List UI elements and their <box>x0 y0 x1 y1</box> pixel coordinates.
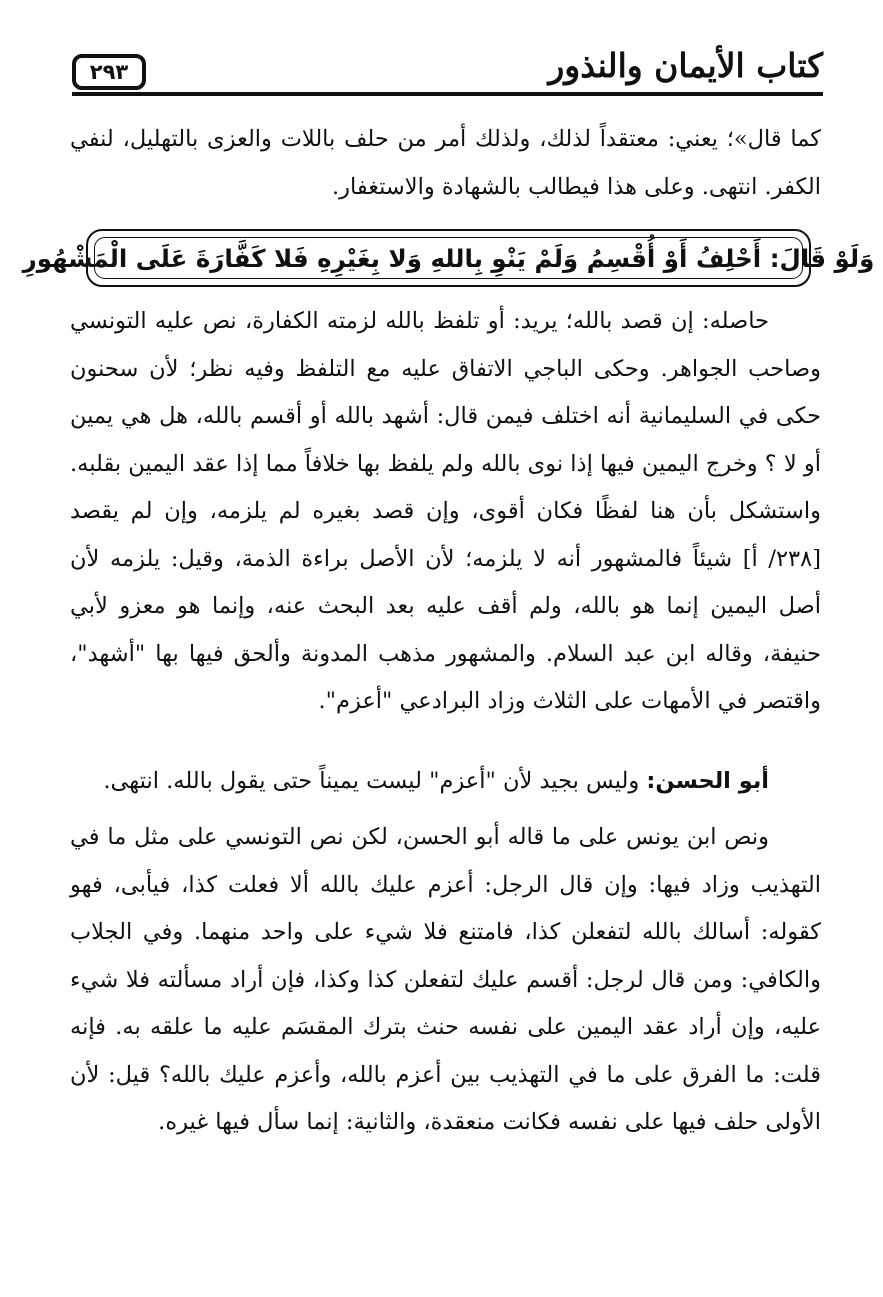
page-number-box <box>72 54 146 90</box>
paragraph-4-text: ونص ابن يونس على ما قاله أبو الحسن، لكن نص التونسي على مثل ما في التهذيب وزاد فيها: وإن قال الرجل: أعزم عليك بالله ألا فعلت كذا، فيأبى، فهو كقوله: أسالك بالله لتفعلن كذا، فامتنع فلا شيء على واحد منهما. وفي الجلاب والكافي: ومن قال لرجل: أقسم عليك لتفعلن كذا وكذا، فإن أراد مسألته فلا شيء عليه، وإن أراد عقد اليمين على نفسه حنث بترك المقسَم عليه ما علقه به. فإنه قلت: ما الفرق على ما في التهذيب بين أعزم بالله، وأعزم عليك بالله؟ قيل: لأن الأولى حلف فيها على نفسه فكانت منعقدة، والثانية: إنما سأل فيها غيره. <box>70 824 821 1135</box>
paragraph-3-text <box>70 758 821 806</box>
paragraph-2-text: حاصله: إن قصد بالله؛ يريد: أو تلفظ بالله لزمته الكفارة، نص عليه التونسي وصاحب الجواهر. وحكى الباجي الاتفاق عليه مع التلفظ وفيه نظر؛ لأن سحنون حكى في السليمانية أنه اختلف فيمن قال: أشهد بالله أو أقسم بالله، هل هي يمين أو لا ؟ وخرج اليمين فيها إذا نوى بالله ولم يلفظ بها خلافاً مما إذا عقد اليمين بقلبه. واستشكل بأن هنا لفظًا فكان أقوى، وإن قصد بغيره لم يلزمه، وإن لم يقصد [٢٣٨/ أ] شيئاً فالمشهور أنه لا يلزمه؛ لأن الأصل براءة الذمة، وقيل: يلزمه لأن أصل اليمين إنما هو بالله، ولم أقف عليه بعد البحث عنه، وإنما هو معزو لأبي حنيفة، وقاله ابن عبد السلام. والمشهور مذهب المدونة وألحق فيها بها "أشهد"، واقتصر في الأمهات على الثلاث وزاد البرادعي "أعزم". <box>70 308 821 714</box>
running-title: كتاب الأيمان والنذور <box>548 46 823 85</box>
paragraph-1-text: كما قال»؛ يعني: معتقداً لذلك، ولذلك أمر من حلف باللات والعزى بالتهليل، لنفي الكفر. انتهى. وعلى هذا فيطالب بالشهادة والاستغفار. <box>70 126 821 200</box>
paragraph-3 <box>70 758 821 806</box>
paragraph-2 <box>70 298 821 726</box>
matn-box <box>22 229 875 287</box>
header-rule <box>72 92 823 96</box>
paragraph-3-body: وليس بجيد لأن "أعزم" ليست يميناً حتى يقول بالله. انتهى. <box>103 768 640 794</box>
paragraph-1 <box>70 116 821 211</box>
paragraph-4 <box>70 814 821 1147</box>
author-name: أبو الحسن: <box>646 768 769 794</box>
page-number: ٢٩٣ <box>89 60 129 84</box>
matn-text: وَلَوْ قَالَ: أَحْلِفُ أَوْ أُقْسِمُ وَلَمْ يَنْوِ بِاللهِ وَلا بِغَيْرِهِ فَلا كَفَّارَةَ عَلَى الْمَشْهُورِ <box>22 243 875 273</box>
